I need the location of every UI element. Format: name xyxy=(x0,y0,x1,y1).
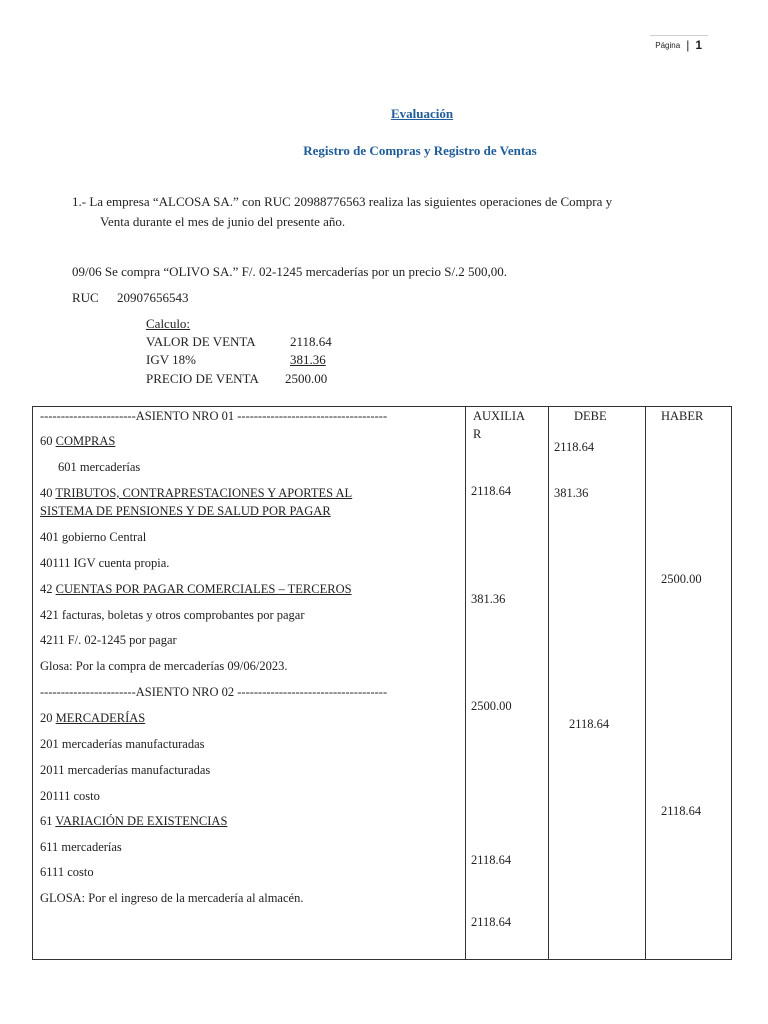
account-42 xyxy=(40,582,352,597)
page-separator: | xyxy=(686,38,690,52)
document-subtitle: Registro de Compras y Registro de Ventas xyxy=(303,143,537,158)
asiento-02-title: -----------------------ASIENTO NRO 02 ------------------------------------ xyxy=(40,685,388,699)
account-2011: 2011 mercaderías manufacturadas xyxy=(40,763,211,777)
account-40-name-line2: SISTEMA DE PENSIONES Y DE SALUD POR PAGAR xyxy=(40,504,331,518)
header-auxiliar-line2: R xyxy=(473,427,482,441)
calculo-heading: Calculo: xyxy=(146,316,191,331)
ruc-value: 20907656543 xyxy=(117,290,189,305)
account-601: 601 mercaderías xyxy=(58,460,141,474)
page-label: Página xyxy=(655,40,681,50)
document-title: Evaluación xyxy=(390,106,454,121)
account-40-code: 40 xyxy=(40,486,53,500)
account-42-code: 42 xyxy=(40,582,53,596)
column-divider-auxiliar xyxy=(465,407,466,959)
account-40111: 40111 IGV cuenta propia. xyxy=(40,556,170,570)
account-421: 421 facturas, boletas y otros comprobantes por pagar xyxy=(40,608,305,622)
page-number: 1 xyxy=(695,38,702,52)
haber-42-amount: 2500.00 xyxy=(661,572,702,586)
asiento-02-glosa: GLOSA: Por el ingreso de la mercadería al almacén. xyxy=(40,891,304,905)
column-divider-haber xyxy=(645,407,646,959)
account-40 xyxy=(40,486,352,501)
debe-60-amount: 2118.64 xyxy=(554,440,595,454)
intro-line-1: 1.- La empresa “ALCOSA SA.” con RUC 20988776563 realiza las siguientes operaciones de Compra y xyxy=(72,194,613,209)
header-haber: HABER xyxy=(661,409,704,423)
ruc-label: RUC xyxy=(72,290,99,305)
account-20-code: 20 xyxy=(40,711,53,725)
account-20-name: MERCADERÍAS xyxy=(55,711,146,725)
account-61-name: VARIACIÓN DE EXISTENCIAS xyxy=(55,814,228,828)
account-60-name: COMPRAS xyxy=(55,434,116,448)
account-40-name-line1: TRIBUTOS, CONTRAPRESTACIONES Y APORTES AL xyxy=(55,486,353,500)
intro-line-2: Venta durante el mes de junio del presente año. xyxy=(100,214,346,229)
account-20 xyxy=(40,711,145,726)
debe-20-amount: 2118.64 xyxy=(569,717,610,731)
page-number-header xyxy=(655,38,702,52)
operation-line: 09/06 Se compra “OLIVO SA.” F/. 02-1245 mercaderías por un precio S/.2 500,00. xyxy=(72,264,508,279)
account-61 xyxy=(40,814,227,829)
valor-venta-value: 2118.64 xyxy=(290,334,332,349)
account-20111: 20111 costo xyxy=(40,789,100,803)
account-6111: 6111 costo xyxy=(40,865,94,879)
igv-value: 381.36 xyxy=(290,352,326,367)
account-60-code: 60 xyxy=(40,434,53,448)
account-61-code: 61 xyxy=(40,814,53,828)
account-201: 201 mercaderías manufacturadas xyxy=(40,737,205,751)
header-auxiliar-line1: AUXILIA xyxy=(473,409,526,423)
aux-4211-amount: 2500.00 xyxy=(471,699,512,713)
haber-61-amount: 2118.64 xyxy=(661,804,702,818)
column-divider-debe xyxy=(548,407,549,959)
debe-40-amount: 381.36 xyxy=(554,486,589,500)
header-rule xyxy=(650,35,708,36)
account-401: 401 gobierno Central xyxy=(40,530,147,544)
igv-label: IGV 18% xyxy=(146,352,196,367)
precio-venta-value: 2500.00 xyxy=(285,371,328,386)
asiento-01-title: -----------------------ASIENTO NRO 01 ------------------------------------ xyxy=(40,409,388,423)
account-4211: 4211 F/. 02-1245 por pagar xyxy=(40,633,177,647)
asiento-01-glosa: Glosa: Por la compra de mercaderías 09/06/2023. xyxy=(40,659,288,673)
precio-venta-label: PRECIO DE VENTA xyxy=(146,371,259,386)
account-60 xyxy=(40,434,115,449)
aux-6111-amount: 2118.64 xyxy=(471,915,512,929)
account-42-name: CUENTAS POR PAGAR COMERCIALES – TERCEROS xyxy=(55,582,352,596)
aux-20111-amount: 2118.64 xyxy=(471,853,512,867)
valor-venta-label: VALOR DE VENTA xyxy=(146,334,256,349)
aux-40111-amount: 381.36 xyxy=(471,592,506,606)
account-611: 611 mercaderías xyxy=(40,840,122,854)
header-debe: DEBE xyxy=(574,409,607,423)
aux-601-amount: 2118.64 xyxy=(471,484,512,498)
journal-table xyxy=(32,406,732,960)
